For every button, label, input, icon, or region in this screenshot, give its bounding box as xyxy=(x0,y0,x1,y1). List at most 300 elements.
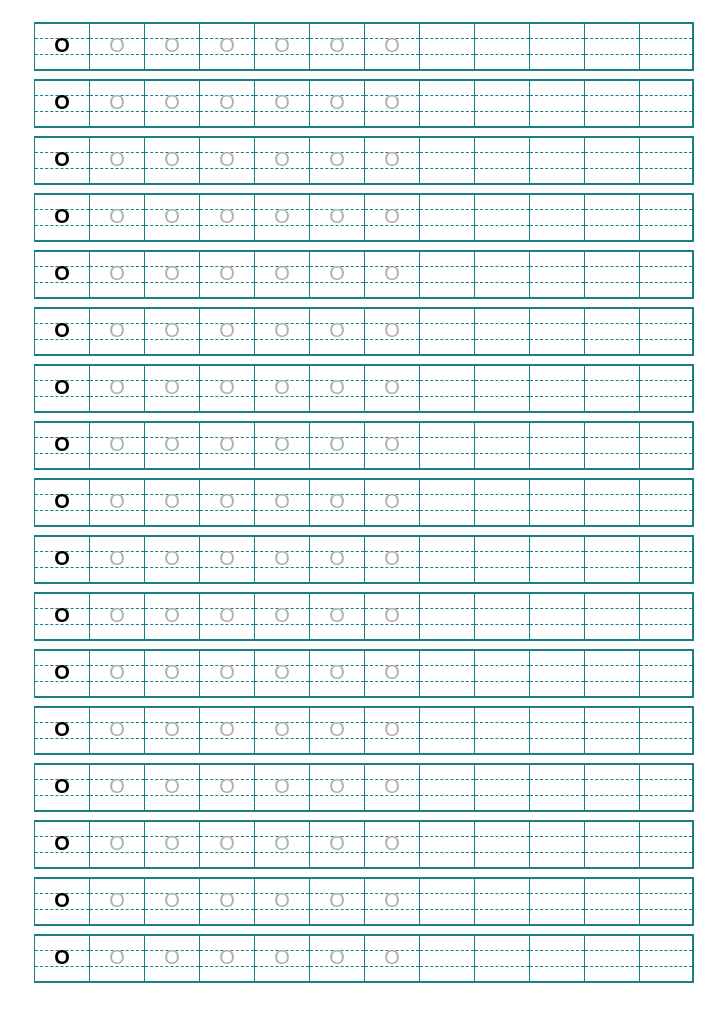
practice-cell[interactable] xyxy=(144,879,199,924)
guide-line-bottom xyxy=(530,168,584,169)
practice-row xyxy=(34,535,694,584)
guide-line-bottom xyxy=(640,111,692,112)
guide-line-top xyxy=(530,893,584,894)
practice-cell[interactable] xyxy=(419,708,474,753)
practice-cell[interactable] xyxy=(419,138,474,183)
guide-line-bottom xyxy=(420,453,474,454)
practice-cell[interactable] xyxy=(639,480,694,525)
practice-cell[interactable] xyxy=(144,138,199,183)
practice-cell[interactable] xyxy=(584,879,639,924)
practice-cell[interactable] xyxy=(309,423,364,468)
guide-line-top xyxy=(420,779,474,780)
practice-cell[interactable] xyxy=(364,765,419,810)
practice-cell[interactable] xyxy=(34,594,89,639)
practice-cell[interactable] xyxy=(199,366,254,411)
trace-letter: O xyxy=(329,833,345,855)
practice-cell[interactable] xyxy=(474,423,529,468)
practice-cell[interactable] xyxy=(584,822,639,867)
practice-cell[interactable] xyxy=(584,936,639,981)
practice-cell[interactable] xyxy=(419,822,474,867)
practice-cell[interactable] xyxy=(309,24,364,69)
practice-cell[interactable] xyxy=(529,708,584,753)
trace-letter: O xyxy=(164,605,180,627)
practice-cell[interactable] xyxy=(309,708,364,753)
trace-letter: O xyxy=(109,719,125,741)
practice-cell[interactable] xyxy=(529,936,584,981)
practice-cell[interactable] xyxy=(474,936,529,981)
practice-cell[interactable] xyxy=(144,81,199,126)
practice-cell[interactable] xyxy=(199,651,254,696)
guide-line-top xyxy=(475,266,529,267)
practice-cell[interactable] xyxy=(199,708,254,753)
guide-line-bottom xyxy=(420,54,474,55)
practice-cell[interactable] xyxy=(364,594,419,639)
practice-cell[interactable] xyxy=(199,822,254,867)
practice-cell[interactable] xyxy=(419,423,474,468)
trace-letter: O xyxy=(274,149,290,171)
practice-cell[interactable] xyxy=(529,423,584,468)
practice-cell[interactable] xyxy=(34,252,89,297)
practice-row xyxy=(34,478,694,527)
practice-cell[interactable] xyxy=(89,24,144,69)
trace-letter: O xyxy=(329,719,345,741)
practice-cell[interactable] xyxy=(199,480,254,525)
practice-cell[interactable] xyxy=(584,366,639,411)
practice-cell[interactable] xyxy=(144,423,199,468)
guide-line-bottom xyxy=(475,396,529,397)
practice-cell[interactable] xyxy=(584,765,639,810)
practice-cell[interactable] xyxy=(254,24,309,69)
practice-cell[interactable] xyxy=(34,765,89,810)
guide-line-top xyxy=(475,152,529,153)
guide-line-bottom xyxy=(420,282,474,283)
practice-cell[interactable] xyxy=(584,81,639,126)
practice-cell[interactable] xyxy=(144,822,199,867)
model-letter: O xyxy=(54,92,70,114)
practice-cell[interactable] xyxy=(474,708,529,753)
guide-line-bottom xyxy=(640,339,692,340)
practice-cell[interactable] xyxy=(309,480,364,525)
trace-letter: O xyxy=(164,548,180,570)
guide-line-bottom xyxy=(475,282,529,283)
trace-letter: O xyxy=(164,35,180,57)
trace-letter: O xyxy=(384,833,400,855)
guide-line-bottom xyxy=(640,909,692,910)
practice-cell[interactable] xyxy=(144,366,199,411)
practice-cell[interactable] xyxy=(639,936,694,981)
guide-line-top xyxy=(420,893,474,894)
practice-cell[interactable] xyxy=(89,309,144,354)
practice-cell[interactable] xyxy=(89,708,144,753)
practice-cell[interactable] xyxy=(584,594,639,639)
practice-cell[interactable] xyxy=(419,765,474,810)
trace-letter: O xyxy=(109,263,125,285)
practice-cell[interactable] xyxy=(474,366,529,411)
trace-letter: O xyxy=(384,890,400,912)
practice-cell[interactable] xyxy=(474,822,529,867)
practice-row xyxy=(34,22,694,71)
guide-line-bottom xyxy=(530,510,584,511)
guide-line-top xyxy=(585,209,639,210)
practice-row xyxy=(34,193,694,242)
practice-cell[interactable] xyxy=(199,879,254,924)
practice-cell[interactable] xyxy=(89,822,144,867)
practice-cell[interactable] xyxy=(474,81,529,126)
guide-line-bottom xyxy=(640,681,692,682)
guide-line-top xyxy=(475,836,529,837)
practice-cell[interactable] xyxy=(254,708,309,753)
practice-cell[interactable] xyxy=(419,936,474,981)
trace-letter: O xyxy=(384,548,400,570)
practice-cell[interactable] xyxy=(34,81,89,126)
practice-cell[interactable] xyxy=(89,879,144,924)
practice-cell[interactable] xyxy=(199,936,254,981)
practice-cell[interactable] xyxy=(34,936,89,981)
practice-cell[interactable] xyxy=(199,423,254,468)
guide-line-bottom xyxy=(420,168,474,169)
practice-cell[interactable] xyxy=(309,366,364,411)
practice-cell[interactable] xyxy=(529,195,584,240)
guide-line-bottom xyxy=(420,852,474,853)
guide-line-bottom xyxy=(475,225,529,226)
practice-cell[interactable] xyxy=(309,252,364,297)
practice-cell[interactable] xyxy=(529,366,584,411)
practice-cell[interactable] xyxy=(144,594,199,639)
practice-cell[interactable] xyxy=(144,480,199,525)
guide-line-bottom xyxy=(585,738,639,739)
practice-cell[interactable] xyxy=(254,537,309,582)
guide-line-top xyxy=(585,608,639,609)
practice-cell[interactable] xyxy=(419,309,474,354)
guide-line-top xyxy=(585,38,639,39)
practice-cell[interactable] xyxy=(364,879,419,924)
guide-line-top xyxy=(585,494,639,495)
guide-line-top xyxy=(585,665,639,666)
practice-cell[interactable] xyxy=(254,252,309,297)
practice-cell[interactable] xyxy=(309,537,364,582)
guide-line-bottom xyxy=(530,111,584,112)
practice-cell[interactable] xyxy=(364,309,419,354)
guide-line-top xyxy=(475,608,529,609)
practice-cell[interactable] xyxy=(364,651,419,696)
practice-cell[interactable] xyxy=(584,138,639,183)
practice-cell[interactable] xyxy=(309,765,364,810)
practice-cell[interactable] xyxy=(474,195,529,240)
guide-line-top xyxy=(530,551,584,552)
trace-letter: O xyxy=(109,833,125,855)
practice-cell[interactable] xyxy=(89,195,144,240)
guide-line-top xyxy=(585,779,639,780)
trace-letter: O xyxy=(164,206,180,228)
guide-line-bottom xyxy=(475,909,529,910)
practice-cell[interactable] xyxy=(529,252,584,297)
practice-cell[interactable] xyxy=(254,936,309,981)
practice-cell[interactable] xyxy=(89,252,144,297)
practice-cell[interactable] xyxy=(474,651,529,696)
practice-cell[interactable] xyxy=(309,195,364,240)
trace-letter: O xyxy=(219,206,235,228)
guide-line-bottom xyxy=(475,966,529,967)
practice-cell[interactable] xyxy=(34,423,89,468)
trace-letter: O xyxy=(109,206,125,228)
practice-cell[interactable] xyxy=(639,195,694,240)
guide-line-bottom xyxy=(640,168,692,169)
practice-cell[interactable] xyxy=(144,651,199,696)
practice-cell[interactable] xyxy=(529,651,584,696)
practice-cell[interactable] xyxy=(639,879,694,924)
practice-cell[interactable] xyxy=(309,138,364,183)
practice-cell[interactable] xyxy=(199,195,254,240)
practice-cell[interactable] xyxy=(364,24,419,69)
practice-cell[interactable] xyxy=(89,594,144,639)
practice-cell[interactable] xyxy=(34,366,89,411)
practice-cell[interactable] xyxy=(89,138,144,183)
practice-cell[interactable] xyxy=(584,195,639,240)
trace-letter: O xyxy=(329,491,345,513)
practice-cell[interactable] xyxy=(254,195,309,240)
practice-cell[interactable] xyxy=(34,138,89,183)
practice-cell[interactable] xyxy=(89,480,144,525)
trace-letter: O xyxy=(274,662,290,684)
practice-cell[interactable] xyxy=(529,138,584,183)
trace-letter: O xyxy=(384,491,400,513)
practice-cell[interactable] xyxy=(199,594,254,639)
practice-cell[interactable] xyxy=(89,936,144,981)
guide-line-bottom xyxy=(530,225,584,226)
trace-letter: O xyxy=(274,92,290,114)
practice-cell[interactable] xyxy=(474,765,529,810)
guide-line-top xyxy=(640,380,692,381)
practice-cell[interactable] xyxy=(529,309,584,354)
practice-cell[interactable] xyxy=(309,651,364,696)
trace-letter: O xyxy=(384,662,400,684)
practice-cell[interactable] xyxy=(529,594,584,639)
practice-cell[interactable] xyxy=(34,822,89,867)
practice-cell[interactable] xyxy=(144,537,199,582)
guide-line-top xyxy=(640,665,692,666)
practice-cell[interactable] xyxy=(309,309,364,354)
practice-cell[interactable] xyxy=(474,252,529,297)
practice-cell[interactable] xyxy=(144,936,199,981)
model-letter: O xyxy=(54,719,70,741)
trace-letter: O xyxy=(274,377,290,399)
practice-cell[interactable] xyxy=(199,81,254,126)
practice-cell[interactable] xyxy=(89,765,144,810)
practice-cell[interactable] xyxy=(474,138,529,183)
practice-cell[interactable] xyxy=(254,138,309,183)
practice-cell[interactable] xyxy=(639,651,694,696)
practice-cell[interactable] xyxy=(419,81,474,126)
practice-cell[interactable] xyxy=(144,765,199,810)
practice-cell[interactable] xyxy=(309,81,364,126)
practice-cell[interactable] xyxy=(584,252,639,297)
guide-line-top xyxy=(475,950,529,951)
practice-cell[interactable] xyxy=(144,309,199,354)
practice-cell[interactable] xyxy=(584,537,639,582)
practice-cell[interactable] xyxy=(529,765,584,810)
practice-cell[interactable] xyxy=(639,366,694,411)
trace-letter: O xyxy=(109,377,125,399)
guide-line-top xyxy=(640,551,692,552)
practice-cell[interactable] xyxy=(34,879,89,924)
guide-line-bottom xyxy=(530,282,584,283)
practice-cell[interactable] xyxy=(89,423,144,468)
practice-cell[interactable] xyxy=(419,24,474,69)
practice-cell[interactable] xyxy=(529,81,584,126)
guide-line-top xyxy=(420,437,474,438)
practice-cell[interactable] xyxy=(639,252,694,297)
guide-line-bottom xyxy=(420,567,474,568)
guide-line-top xyxy=(640,152,692,153)
practice-cell[interactable] xyxy=(419,480,474,525)
practice-cell[interactable] xyxy=(309,879,364,924)
practice-cell[interactable] xyxy=(364,537,419,582)
practice-cell[interactable] xyxy=(639,537,694,582)
practice-cell[interactable] xyxy=(254,423,309,468)
practice-cell[interactable] xyxy=(419,594,474,639)
practice-cell[interactable] xyxy=(89,366,144,411)
guide-line-top xyxy=(420,608,474,609)
guide-line-bottom xyxy=(640,852,692,853)
guide-line-bottom xyxy=(420,795,474,796)
practice-cell[interactable] xyxy=(144,24,199,69)
practice-cell[interactable] xyxy=(529,24,584,69)
model-letter: O xyxy=(54,377,70,399)
practice-cell[interactable] xyxy=(529,537,584,582)
practice-cell[interactable] xyxy=(474,480,529,525)
practice-cell[interactable] xyxy=(529,879,584,924)
practice-cell[interactable] xyxy=(474,879,529,924)
practice-cell[interactable] xyxy=(639,138,694,183)
practice-cell[interactable] xyxy=(364,423,419,468)
practice-cell[interactable] xyxy=(364,252,419,297)
practice-cell[interactable] xyxy=(364,936,419,981)
guide-line-bottom xyxy=(475,54,529,55)
practice-cell[interactable] xyxy=(584,651,639,696)
practice-cell[interactable] xyxy=(419,366,474,411)
practice-cell[interactable] xyxy=(364,708,419,753)
practice-cell[interactable] xyxy=(364,81,419,126)
practice-cell[interactable] xyxy=(529,480,584,525)
practice-cell[interactable] xyxy=(254,81,309,126)
guide-line-top xyxy=(640,266,692,267)
practice-cell[interactable] xyxy=(639,822,694,867)
practice-cell[interactable] xyxy=(199,24,254,69)
practice-cell[interactable] xyxy=(639,708,694,753)
practice-cell[interactable] xyxy=(639,81,694,126)
trace-letter: O xyxy=(274,35,290,57)
practice-cell[interactable] xyxy=(639,423,694,468)
practice-cell[interactable] xyxy=(254,480,309,525)
practice-cell[interactable] xyxy=(254,879,309,924)
practice-cell[interactable] xyxy=(254,822,309,867)
practice-cell[interactable] xyxy=(89,81,144,126)
practice-cell[interactable] xyxy=(419,537,474,582)
practice-row xyxy=(34,136,694,185)
practice-cell[interactable] xyxy=(144,195,199,240)
practice-cell[interactable] xyxy=(89,651,144,696)
practice-cell[interactable] xyxy=(34,24,89,69)
practice-cell[interactable] xyxy=(419,195,474,240)
guide-line-bottom xyxy=(640,396,692,397)
practice-cell[interactable] xyxy=(254,765,309,810)
practice-cell[interactable] xyxy=(34,537,89,582)
practice-cell[interactable] xyxy=(34,195,89,240)
practice-cell[interactable] xyxy=(254,366,309,411)
practice-cell[interactable] xyxy=(89,537,144,582)
practice-cell[interactable] xyxy=(529,822,584,867)
practice-cell[interactable] xyxy=(254,594,309,639)
guide-line-top xyxy=(585,380,639,381)
practice-cell[interactable] xyxy=(639,24,694,69)
guide-line-top xyxy=(640,950,692,951)
practice-cell[interactable] xyxy=(364,195,419,240)
practice-cell[interactable] xyxy=(639,309,694,354)
practice-row xyxy=(34,934,694,983)
practice-cell[interactable] xyxy=(34,480,89,525)
guide-line-top xyxy=(640,38,692,39)
model-letter: O xyxy=(54,662,70,684)
practice-cell[interactable] xyxy=(364,822,419,867)
practice-cell[interactable] xyxy=(364,480,419,525)
trace-letter: O xyxy=(109,320,125,342)
practice-cell[interactable] xyxy=(364,138,419,183)
practice-cell[interactable] xyxy=(474,309,529,354)
practice-cell[interactable] xyxy=(199,309,254,354)
practice-cell[interactable] xyxy=(584,423,639,468)
practice-cell[interactable] xyxy=(34,708,89,753)
guide-line-bottom xyxy=(475,339,529,340)
practice-cell[interactable] xyxy=(34,309,89,354)
practice-cell[interactable] xyxy=(474,24,529,69)
practice-cell[interactable] xyxy=(309,936,364,981)
practice-cell[interactable] xyxy=(199,765,254,810)
practice-cell[interactable] xyxy=(254,651,309,696)
practice-cell[interactable] xyxy=(144,708,199,753)
practice-cell[interactable] xyxy=(254,309,309,354)
guide-line-top xyxy=(420,665,474,666)
practice-cell[interactable] xyxy=(199,537,254,582)
practice-cell[interactable] xyxy=(584,309,639,354)
practice-cell[interactable] xyxy=(584,24,639,69)
guide-line-top xyxy=(585,836,639,837)
guide-line-top xyxy=(420,836,474,837)
guide-line-top xyxy=(475,779,529,780)
guide-line-bottom xyxy=(530,339,584,340)
practice-cell[interactable] xyxy=(419,651,474,696)
practice-cell[interactable] xyxy=(34,651,89,696)
model-letter: O xyxy=(54,434,70,456)
practice-cell[interactable] xyxy=(144,252,199,297)
guide-line-bottom xyxy=(585,966,639,967)
practice-cell[interactable] xyxy=(639,594,694,639)
practice-cell[interactable] xyxy=(474,594,529,639)
practice-cell[interactable] xyxy=(474,537,529,582)
trace-letter: O xyxy=(329,605,345,627)
practice-cell[interactable] xyxy=(584,708,639,753)
trace-letter: O xyxy=(329,776,345,798)
practice-cell[interactable] xyxy=(309,822,364,867)
practice-cell[interactable] xyxy=(199,138,254,183)
practice-row xyxy=(34,364,694,413)
practice-cell[interactable] xyxy=(584,480,639,525)
practice-cell[interactable] xyxy=(364,366,419,411)
practice-cell[interactable] xyxy=(199,252,254,297)
practice-cell[interactable] xyxy=(309,594,364,639)
practice-cell[interactable] xyxy=(419,252,474,297)
practice-cell[interactable] xyxy=(419,879,474,924)
practice-cell[interactable] xyxy=(639,765,694,810)
